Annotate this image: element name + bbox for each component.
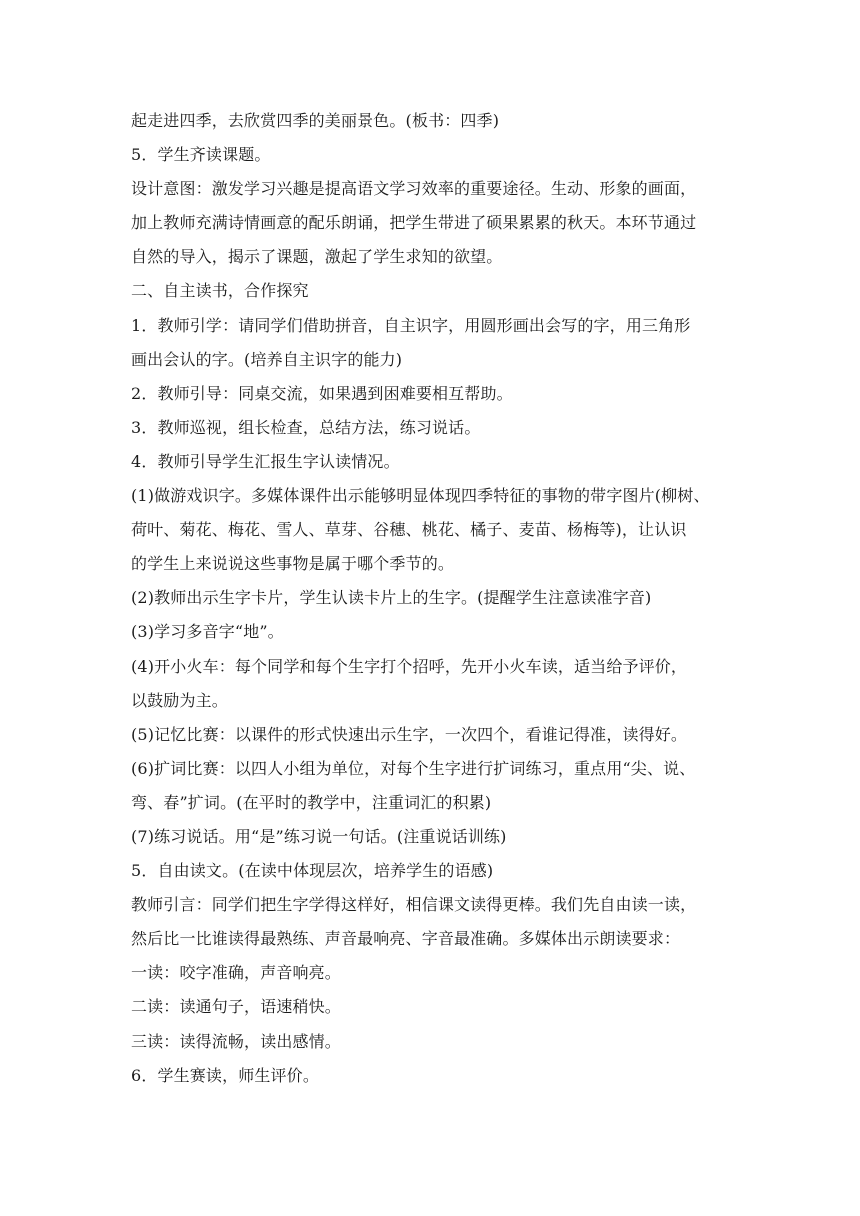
section-heading: 二、自主读书，合作探究	[131, 281, 309, 301]
text-line: 4．教师引导学生汇报生字认读情况。	[131, 451, 400, 471]
text-line: 荷叶、菊花、梅花、雪人、草芽、谷穗、桃花、橘子、麦苗、杨梅等)，让认识	[131, 520, 687, 540]
text-line: 5．自由读文。(在读中体现层次，培养学生的语感)	[131, 861, 494, 881]
text-line: (7)练习说话。用“是”练习说一句话。(注重说话训练)	[131, 826, 507, 846]
text-line: (5)记忆比赛：以课件的形式快速出示生字，一次四个，看谁记得准，读得好。	[131, 724, 688, 744]
text-line: 二读：读通句子，语速稍快。	[131, 997, 341, 1017]
text-line: 加上教师充满诗情画意的配乐朗诵，把学生带进了硕果累累的秋天。本环节通过	[131, 213, 697, 233]
text-line: 画出会认的字。(培养自主识字的能力)	[131, 349, 403, 369]
text-line: 自然的导入，揭示了课题，激起了学生求知的欲望。	[131, 247, 503, 267]
text-line: 然后比一比谁读得最熟练、声音最响亮、字音最准确。多媒体出示朗读要求：	[131, 929, 681, 949]
text-line: 1．教师引学：请同学们借助拼音，自主识字，用圆形画出会写的字，用三角形	[131, 315, 691, 335]
text-line: 弯、春”扩词。(在平时的教学中，注重词汇的积累)	[131, 792, 492, 812]
text-line: 2．教师引导：同桌交流，如果遇到困难要相互帮助。	[131, 383, 513, 403]
text-line: 设计意图：激发学习兴趣是提高语文学习效率的重要途径。生动、形象的画面，	[131, 179, 697, 199]
text-line: 三读：读得流畅，读出感情。	[131, 1031, 341, 1051]
text-line: 3．教师巡视，组长检查，总结方法，练习说话。	[131, 417, 481, 437]
text-line: (2)教师出示生字卡片，学生认读卡片上的生字。(提醒学生注意读准字音)	[131, 588, 652, 608]
document-body	[131, 104, 741, 1093]
text-line: 5．学生齐读课题。	[131, 145, 271, 165]
text-line: (1)做游戏识字。多媒体课件出示能够明显体现四季特征的事物的带字图片(柳树、	[131, 486, 710, 506]
text-line: 的学生上来说说这些事物是属于哪个季节的。	[131, 554, 455, 574]
text-line: 起走进四季，去欣赏四季的美丽景色。(板书：四季)	[131, 111, 500, 130]
text-line: (6)扩词比赛：以四人小组为单位，对每个生字进行扩词练习，重点用“尖、说、	[131, 758, 696, 778]
text-line: 一读：咬字准确，声音响亮。	[131, 963, 341, 983]
text-line: 6．学生赛读，师生评价。	[131, 1065, 319, 1085]
text-line: (4)开小火车：每个同学和每个生字打个招呼，先开小火车读，适当给予评价，	[131, 656, 688, 676]
text-line: 以鼓励为主。	[131, 690, 228, 710]
text-line: (3)学习多音字“地”。	[131, 622, 284, 642]
text-line: 教师引言：同学们把生字学得这样好，相信课文读得更棒。我们先自由读一读，	[131, 895, 697, 915]
